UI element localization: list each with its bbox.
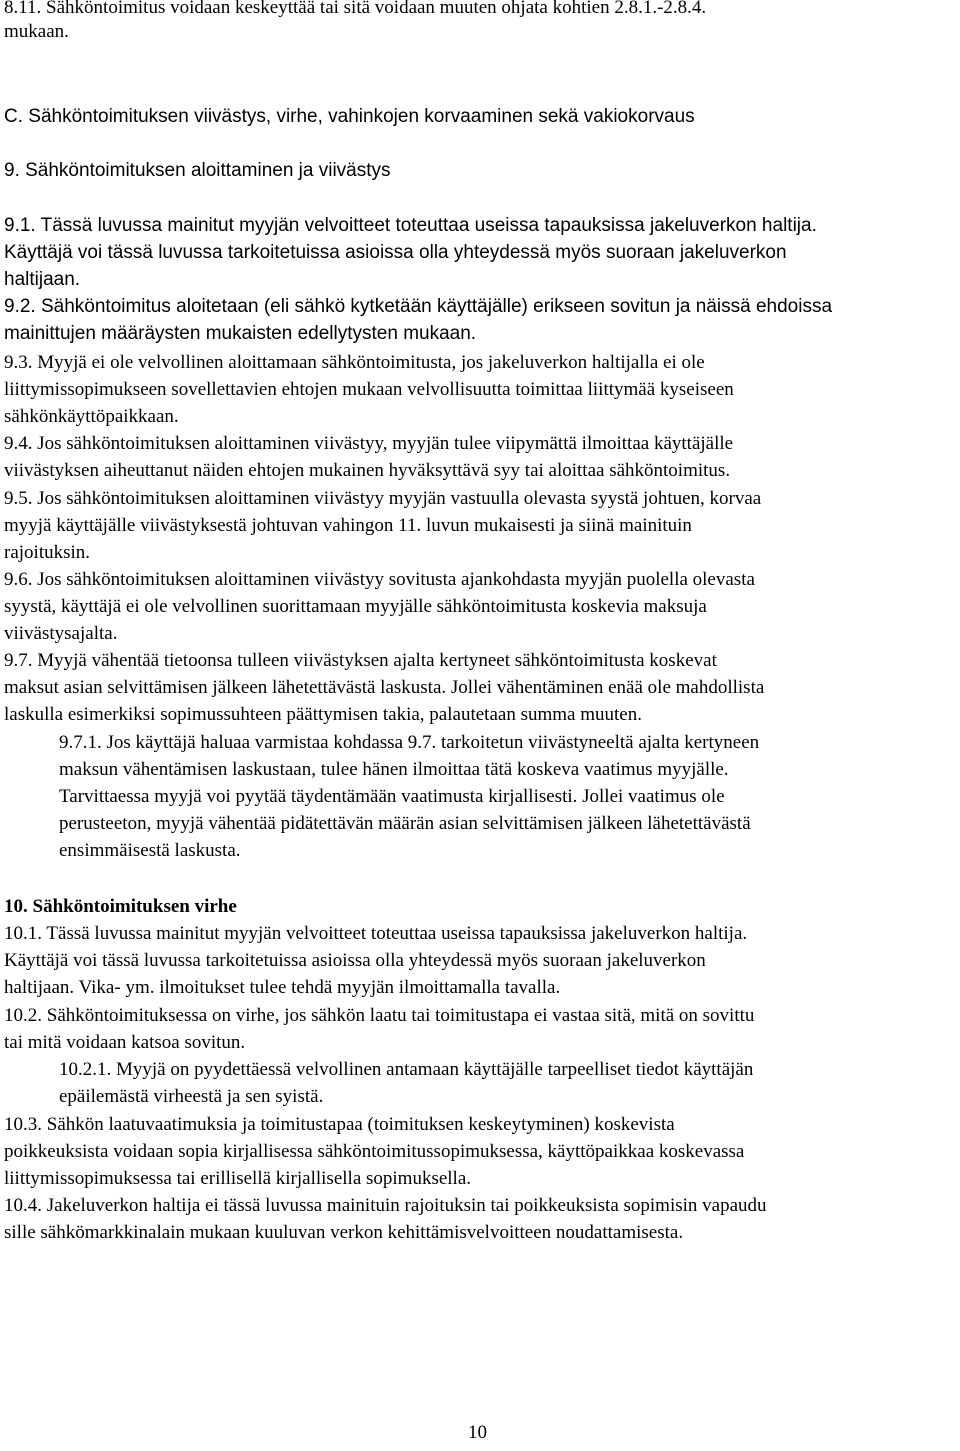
paragraph-10-1-line-3: haltijaan. Vika- ym. ilmoitukset tulee tehdä myyjän ilmoittamalla tavalla.: [4, 977, 561, 998]
paragraph-9-7-line-2: maksut asian selvittämisen jälkeen lähetettävästä laskusta. Jollei vähentäminen enää ole mahdollista: [4, 677, 765, 698]
paragraph-9-6-line-3: viivästysajalta.: [4, 623, 118, 644]
paragraph-9-5-line-2: myyjä käyttäjälle viivästyksestä johtuvan vahingon 11. luvun mukaisesti ja siinä mainituin: [4, 515, 692, 536]
paragraph-9-6-line-2: syystä, käyttäjä ei ole velvollinen suorittamaan myyjälle sähköntoimitusta koskevia maksuja: [4, 596, 707, 617]
paragraph-10-3-line-2: poikkeuksista voidaan sopia kirjallisessa sähköntoimitussopimuksessa, käyttöpaikkaa koskevassa: [4, 1141, 745, 1162]
paragraph-9-7-1-line-1: 9.7.1. Jos käyttäjä haluaa varmistaa kohdassa 9.7. tarkoitetun viivästyneeltä ajalta kertyneen: [59, 732, 760, 753]
paragraph-9-7-1-line-4: perusteeton, myyjä vähentää pidätettävän määrän asian selvittämisen jälkeen lähetettävästä: [59, 813, 751, 834]
paragraph-9-4-line-1: 9.4. Jos sähköntoimituksen aloittaminen viivästyy, myyjän tulee viipymättä ilmoittaa käyttäjälle: [4, 433, 734, 454]
paragraph-10-4-line-1: 10.4. Jakeluverkon haltija ei tässä luvussa mainituin rajoituksin tai poikkeuksista sopimisin vapaudu: [4, 1195, 767, 1216]
paragraph-9-7-1-line-3: Tarvittaessa myyjä voi pyytää täydentämään vaatimusta kirjallisesti. Jollei vaatimus ole: [59, 786, 725, 807]
chapter-c-heading: C. Sähköntoimituksen viivästys, virhe, vahinkojen korvaaminen sekä vakiokorvaus: [4, 106, 695, 127]
paragraph-9-7-1-line-2: maksun vähentämisen laskustaan, tulee hänen ilmoittaa tätä koskeva vaatimus myyjälle.: [59, 759, 729, 780]
paragraph-9-6-line-1: 9.6. Jos sähköntoimituksen aloittaminen viivästyy sovitusta ajankohdasta myyjän puolella olevasta: [4, 569, 755, 590]
paragraph-10-4-line-2: sille sähkömarkkinalain mukaan kuuluvan verkon kehittämisvelvoitteen noudattamisesta.: [4, 1222, 684, 1243]
page-number: 10: [468, 1422, 487, 1443]
paragraph-10-1-line-1: 10.1. Tässä luvussa mainitut myyjän velvoitteet toteuttaa useissa tapauksissa jakeluverkon haltija.: [4, 923, 748, 944]
section-8-11-line-1: 8.11. Sähköntoimitus voidaan keskeyttää tai sitä voidaan muuten ohjata kohtien 2.8.1.-2.8.4.: [4, 0, 707, 18]
paragraph-9-7-1-line-5: ensimmäisestä laskusta.: [59, 840, 241, 861]
paragraph-9-7-line-3: laskulla esimerkiksi sopimussuhteen päättymisen takia, palautetaan summa muuten.: [4, 704, 642, 725]
paragraph-10-2-line-1: 10.2. Sähköntoimituksessa on virhe, jos sähkön laatu tai toimitustapa ei vastaa sitä, mitä on sovittu: [4, 1005, 755, 1026]
paragraph-9-1-line-1: 9.1. Tässä luvussa mainitut myyjän velvoitteet toteuttaa useissa tapauksissa jakeluverkon haltija.: [4, 215, 817, 236]
section-10-heading: 10. Sähköntoimituksen virhe: [4, 896, 237, 917]
section-9-heading: 9. Sähköntoimituksen aloittaminen ja viivästys: [4, 160, 391, 181]
paragraph-9-5-line-3: rajoituksin.: [4, 542, 91, 563]
paragraph-9-3-line-3: sähkönkäyttöpaikkaan.: [4, 406, 179, 427]
paragraph-9-3-line-2: liittymissopimukseen sovellettavien ehtojen mukaan velvollisuutta toimittaa liittymää kyseiseen: [4, 379, 734, 400]
paragraph-9-1-line-3: haltijaan.: [4, 269, 81, 290]
paragraph-10-3-line-1: 10.3. Sähkön laatuvaatimuksia ja toimitustapaa (toimituksen keskeytyminen) koskevista: [4, 1114, 675, 1135]
paragraph-10-1-line-2: Käyttäjä voi tässä luvussa tarkoitetuissa asioissa olla yhteydessä myös suoraan jakeluverkon: [4, 950, 706, 971]
paragraph-10-3-line-3: liittymissopimuksessa tai erillisellä kirjallisella sopimuksella.: [4, 1168, 472, 1189]
paragraph-9-1-line-2: Käyttäjä voi tässä luvussa tarkoitetuissa asioissa olla yhteydessä myös suoraan jakeluverkon: [4, 242, 787, 263]
section-8-11-line-2: mukaan.: [4, 21, 69, 42]
paragraph-10-2-1-line-1: 10.2.1. Myyjä on pyydettäessä velvollinen antamaan käyttäjälle tarpeelliset tiedot käyttäjän: [59, 1059, 754, 1080]
paragraph-9-7-line-1: 9.7. Myyjä vähentää tietoonsa tulleen viivästyksen ajalta kertyneet sähköntoimitusta koskevat: [4, 650, 717, 671]
paragraph-9-2-line-1: 9.2. Sähköntoimitus aloitetaan (eli sähkö kytketään käyttäjälle) erikseen sovitun ja näissä ehdoissa: [4, 296, 833, 317]
paragraph-9-5-line-1: 9.5. Jos sähköntoimituksen aloittaminen viivästyy myyjän vastuulla olevasta syystä johtuen, korvaa: [4, 488, 762, 509]
paragraph-10-2-line-2: tai mitä voidaan katsoa sovitun.: [4, 1032, 246, 1053]
paragraph-9-4-line-2: viivästyksen aiheuttanut näiden ehtojen mukainen hyväksyttävä syy tai aloittaa sähköntoimitus.: [4, 460, 731, 481]
paragraph-9-3-line-1: 9.3. Myyjä ei ole velvollinen aloittamaan sähköntoimitusta, jos jakeluverkon haltijalla ei ole: [4, 352, 705, 373]
paragraph-10-2-1-line-2: epäilemästä virheestä ja sen syistä.: [59, 1086, 324, 1107]
paragraph-9-2-line-2: mainittujen määräysten mukaisten edellytysten mukaan.: [4, 323, 477, 344]
